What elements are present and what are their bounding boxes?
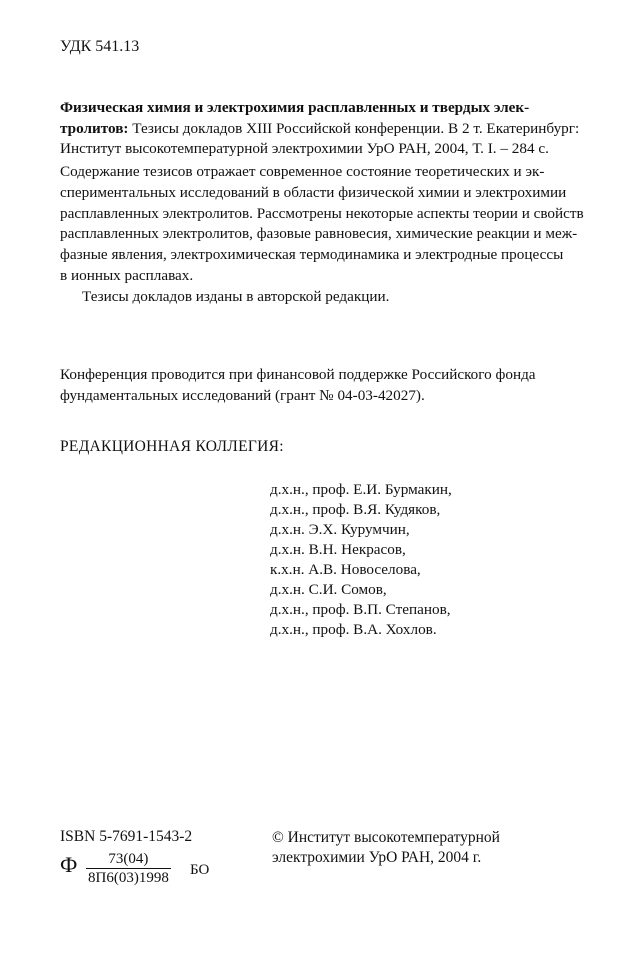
editorial-board-list	[270, 480, 452, 640]
summary-block	[60, 162, 590, 308]
editorial-board-title: РЕДАКЦИОННАЯ КОЛЛЕГИЯ:	[60, 438, 284, 455]
editor-entry: к.х.н. А.В. Новоселова,	[270, 561, 421, 578]
grant-line1: Конференция проводится при финансовой поддержке Российского фонда	[60, 366, 536, 383]
editor-entry: д.х.н., проф. В.П. Степанов,	[270, 601, 451, 618]
author-edition-note: Тезисы докладов изданы в авторской редакции.	[82, 287, 390, 305]
classification-symbol: Ф	[60, 852, 78, 877]
summary-line: фазные явления, электрохимическая термодинамика и электродные процессы	[60, 246, 564, 264]
biblio-line2	[60, 119, 590, 140]
editor-entry: д.х.н. С.И. Сомов,	[270, 581, 387, 598]
summary-line: спериментальных исследований в области физической химии и электрохимии	[60, 183, 567, 201]
editor-entry: д.х.н., проф. В.Я. Кудяков,	[270, 501, 441, 518]
grant-line2: фундаментальных исследований (грант № 04-03-42027).	[60, 386, 425, 404]
summary-line: в ионных расплавах.	[60, 266, 194, 284]
biblio-line2-rest: Тезисы докладов XIII Российской конференции. В 2 т. Екатеринбург:	[128, 119, 580, 137]
isbn: ISBN 5-7691-1543-2	[60, 828, 193, 845]
editor-entry: д.х.н. Э.Х. Курумчин,	[270, 521, 410, 538]
copyright-line1: © Институт высокотемпературной	[272, 829, 500, 846]
udk-code: УДК 541.13	[60, 38, 140, 55]
classification-numerator: 73(04)	[86, 850, 171, 869]
editor-entry: д.х.н., проф. Е.И. Бурмакин,	[270, 481, 452, 498]
editor-entry: д.х.н. В.Н. Некрасов,	[270, 541, 406, 558]
classification-denominator: 8П6(03)1998	[88, 870, 169, 886]
biblio-title-line2-start: тролитов:	[60, 119, 129, 137]
editor-entry: д.х.н., проф. В.А. Хохлов.	[270, 621, 437, 638]
classification-suffix: БО	[190, 862, 210, 878]
biblio-title-line1: Физическая химия и электрохимия расплавленных и твердых элек-	[60, 99, 530, 116]
copyright-line2: электрохимии УрО РАН, 2004 г.	[272, 849, 482, 866]
classification-fraction	[86, 850, 171, 887]
bibliographic-description	[60, 98, 590, 160]
summary-line: расплавленных электролитов. Рассмотрены некоторые аспекты теории и свойств	[60, 204, 584, 222]
grant-block	[60, 365, 592, 407]
summary-line: Содержание тезисов отражает современное состояние теоретических и эк-	[60, 163, 545, 180]
summary-line: расплавленных электролитов, фазовые равновесия, химические реакции и меж-	[60, 225, 578, 243]
biblio-line3: Институт высокотемпературной электрохимии УрО РАН, 2004, Т. I. – 284 с.	[60, 140, 549, 157]
copyright-notice	[272, 828, 500, 868]
